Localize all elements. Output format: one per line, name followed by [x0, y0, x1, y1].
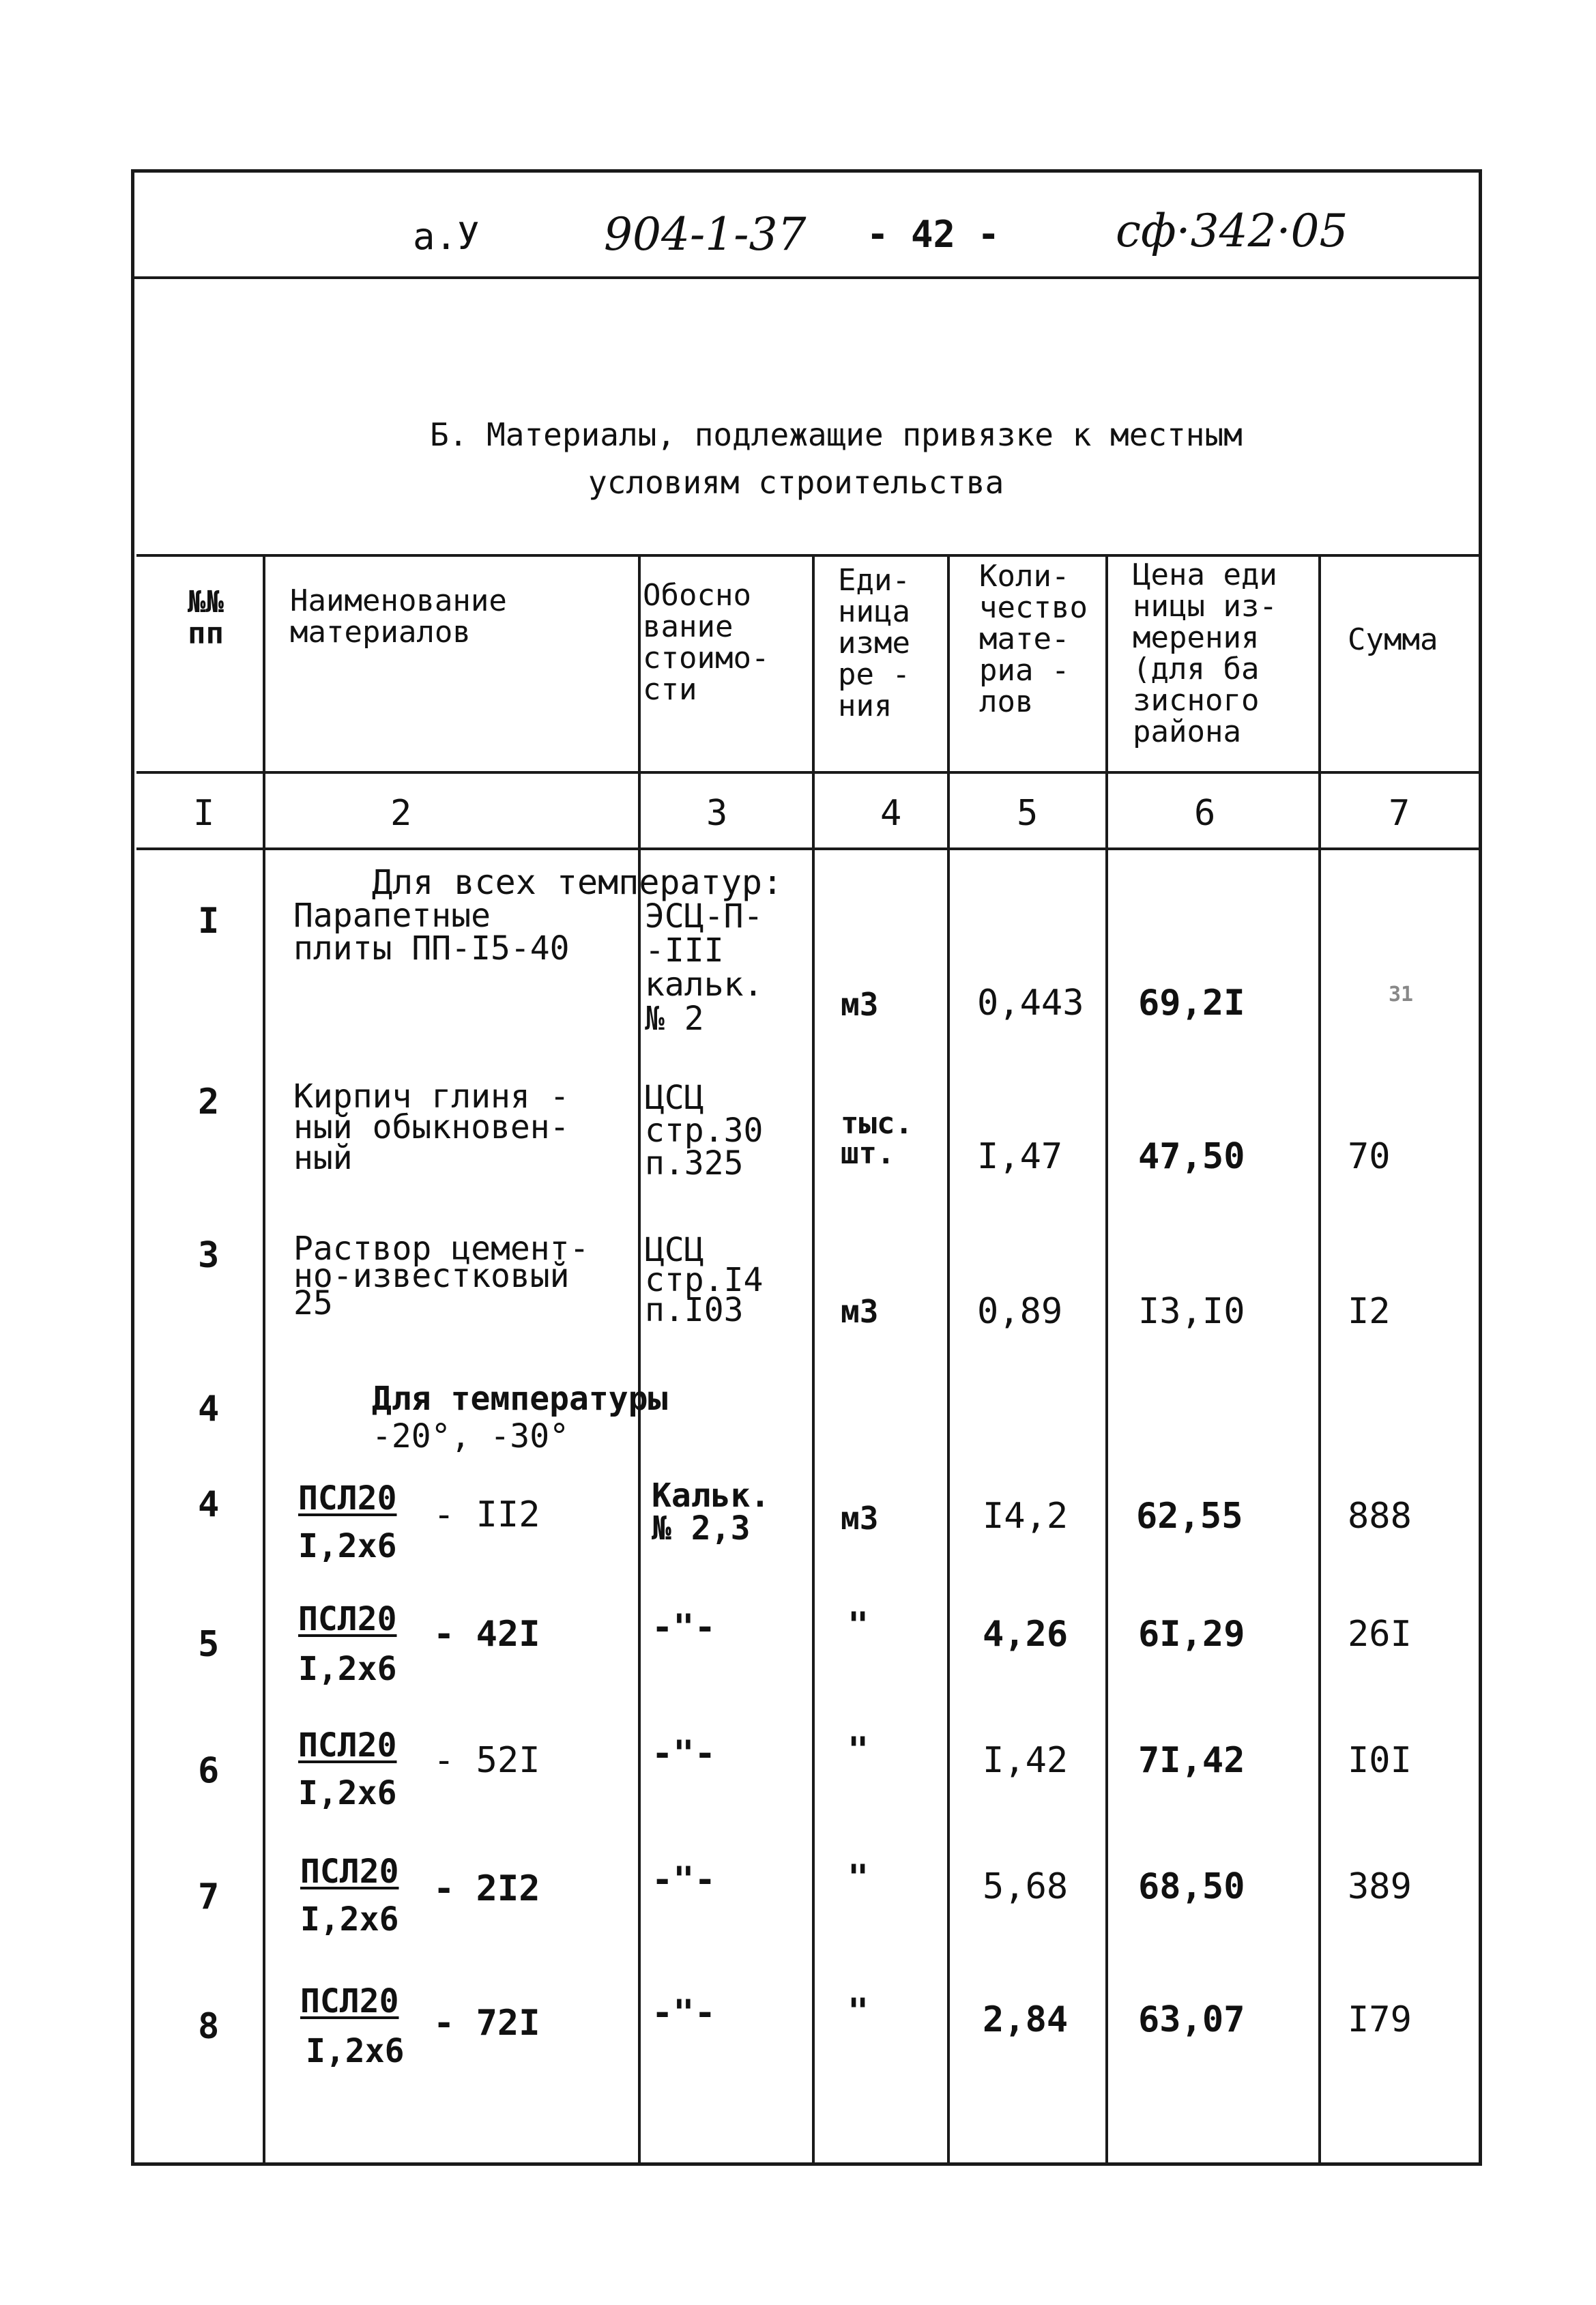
sum: I0I [1348, 1740, 1412, 1781]
group-title-temp: Для температуры [372, 1380, 668, 1418]
page-number: - 42 - [867, 213, 1000, 256]
profile-dims: I,2х6 [306, 2032, 405, 2070]
cost-basis: -"- [652, 1607, 716, 1648]
row-number: 4 [198, 1484, 220, 1525]
profile-dims: I,2х6 [300, 1900, 399, 1939]
row-number: 2 [198, 1082, 220, 1122]
profile-suffix: - 72I [433, 2003, 540, 2044]
unit-price: 47,50 [1138, 1136, 1245, 1177]
col-header-qty: Коли- чество мате- риа - лов [979, 559, 1088, 719]
col-num-2: 2 [390, 793, 412, 834]
col-header-unit: Еди- ница изме ре - ния [838, 563, 910, 723]
row-number: 6 [198, 1750, 220, 1791]
quantity: 2,84 [983, 1999, 1069, 2040]
col-header-basis: Обосно вание стоимо- сти [643, 578, 770, 707]
unit: " [847, 1730, 869, 1771]
cost-basis: ЦСЦ стр.30 п.325 [645, 1079, 764, 1183]
col-divider-2 [638, 556, 641, 2163]
material-name: Парапетные плиты ПП-I5-40 [293, 897, 570, 968]
section-title-line1: Б. Материалы, подлежащие привязке к местным [430, 416, 1243, 453]
unit: " [847, 1605, 869, 1646]
col-divider-5 [1105, 556, 1108, 2163]
quantity: I4,2 [983, 1496, 1069, 1537]
unit-price: 7I,42 [1138, 1740, 1245, 1781]
quantity: 4,26 [983, 1614, 1069, 1655]
profile-code: ПСЛ20 [298, 1600, 397, 1638]
cost-basis: -"- [652, 1992, 716, 2033]
quantity: I,42 [983, 1740, 1069, 1781]
profile-dims: I,2х6 [298, 1774, 397, 1812]
profile-suffix: - 52I [433, 1740, 540, 1781]
unit-price: 63,07 [1138, 1999, 1245, 2040]
material-name: Кирпич глиня - ный обыкновен- ный [293, 1077, 570, 1177]
sum: I79 [1348, 1999, 1412, 2040]
unit: м3 [841, 986, 879, 1023]
sheet-code: сф·342·05 [1116, 205, 1348, 257]
profile-suffix: - 42I [433, 1614, 540, 1655]
cost-basis: ЭСЦ-П- -III кальк. № 2 [645, 897, 764, 1038]
quantity: I,47 [977, 1136, 1063, 1177]
col-num-3: 3 [706, 793, 728, 834]
unit: тыс. шт. [841, 1106, 913, 1171]
unit: " [847, 1857, 869, 1898]
group-number: 4 [198, 1389, 220, 1430]
sum: 888 [1348, 1496, 1412, 1537]
sum: 31 [1389, 983, 1414, 1006]
profile-code: ПСЛ20 [300, 1982, 399, 2020]
sum: 26I [1348, 1614, 1412, 1655]
unit-price: 62,55 [1136, 1496, 1243, 1537]
cost-basis: ЦСЦ стр.I4 п.I03 [645, 1231, 764, 1329]
col-header-number: №№ пп [188, 585, 224, 651]
group-title-temp-values: -20°, -30° [372, 1417, 569, 1455]
profile-code: ПСЛ20 [298, 1479, 397, 1518]
table-top-line [136, 554, 1482, 557]
unit-price: 6I,29 [1138, 1614, 1245, 1655]
profile-code: ПСЛ20 [298, 1726, 397, 1765]
cost-basis: Кальк. № 2,3 [652, 1477, 770, 1548]
unit: " [847, 1991, 869, 2032]
quantity: 5,68 [983, 1866, 1069, 1907]
profile-suffix: - II2 [433, 1494, 540, 1535]
sum: 70 [1348, 1136, 1391, 1177]
col-divider-4 [947, 556, 950, 2163]
row-number: 5 [198, 1624, 220, 1665]
group-title-all-temps: Для всех температур: [372, 862, 783, 902]
unit-price: 69,2I [1138, 983, 1245, 1024]
sum: I2 [1348, 1291, 1391, 1332]
col-num-5: 5 [1017, 793, 1039, 834]
col-num-4: 4 [880, 793, 902, 834]
section-title-line2: условиям строительства [588, 464, 1004, 501]
header-divider [131, 276, 1482, 279]
header-bottom-line [136, 771, 1482, 774]
profile-dims: I,2х6 [298, 1650, 397, 1688]
profile-suffix: - 2I2 [433, 1868, 540, 1909]
unit-price: 68,50 [1138, 1866, 1245, 1907]
material-name: Раствор цемент- но-известковый 25 [293, 1230, 590, 1322]
project-code: 904-1-37 [604, 208, 807, 261]
col-divider-1 [263, 556, 265, 2163]
row-number: 7 [198, 1876, 220, 1917]
row-number: 3 [198, 1235, 220, 1276]
unit-price: I3,I0 [1138, 1291, 1245, 1332]
row-number: I [198, 901, 220, 942]
unit: м3 [841, 1293, 879, 1330]
col-divider-6 [1318, 556, 1321, 2163]
row-number: 8 [198, 2006, 220, 2047]
col-header-sum: Сумма [1348, 622, 1438, 657]
sum: 389 [1348, 1866, 1412, 1907]
profile-code: ПСЛ20 [300, 1853, 399, 1891]
quantity: 0,443 [977, 983, 1084, 1024]
col-num-6: 6 [1194, 793, 1216, 834]
col-divider-3 [812, 556, 815, 2163]
cost-basis: -"- [652, 1733, 716, 1774]
col-header-name: Наименование материалов [290, 583, 507, 650]
profile-dims: I,2х6 [298, 1527, 397, 1565]
unit: м3 [841, 1500, 879, 1537]
col-num-1: I [193, 793, 215, 834]
cost-basis: -"- [652, 1859, 716, 1900]
colnum-bottom-line [136, 847, 1482, 850]
header-prefix: а.У [413, 215, 480, 258]
quantity: 0,89 [977, 1291, 1063, 1332]
col-header-price: Цена еди ницы из- мерения (для ба зисного района [1133, 557, 1277, 749]
col-num-7: 7 [1389, 793, 1410, 834]
